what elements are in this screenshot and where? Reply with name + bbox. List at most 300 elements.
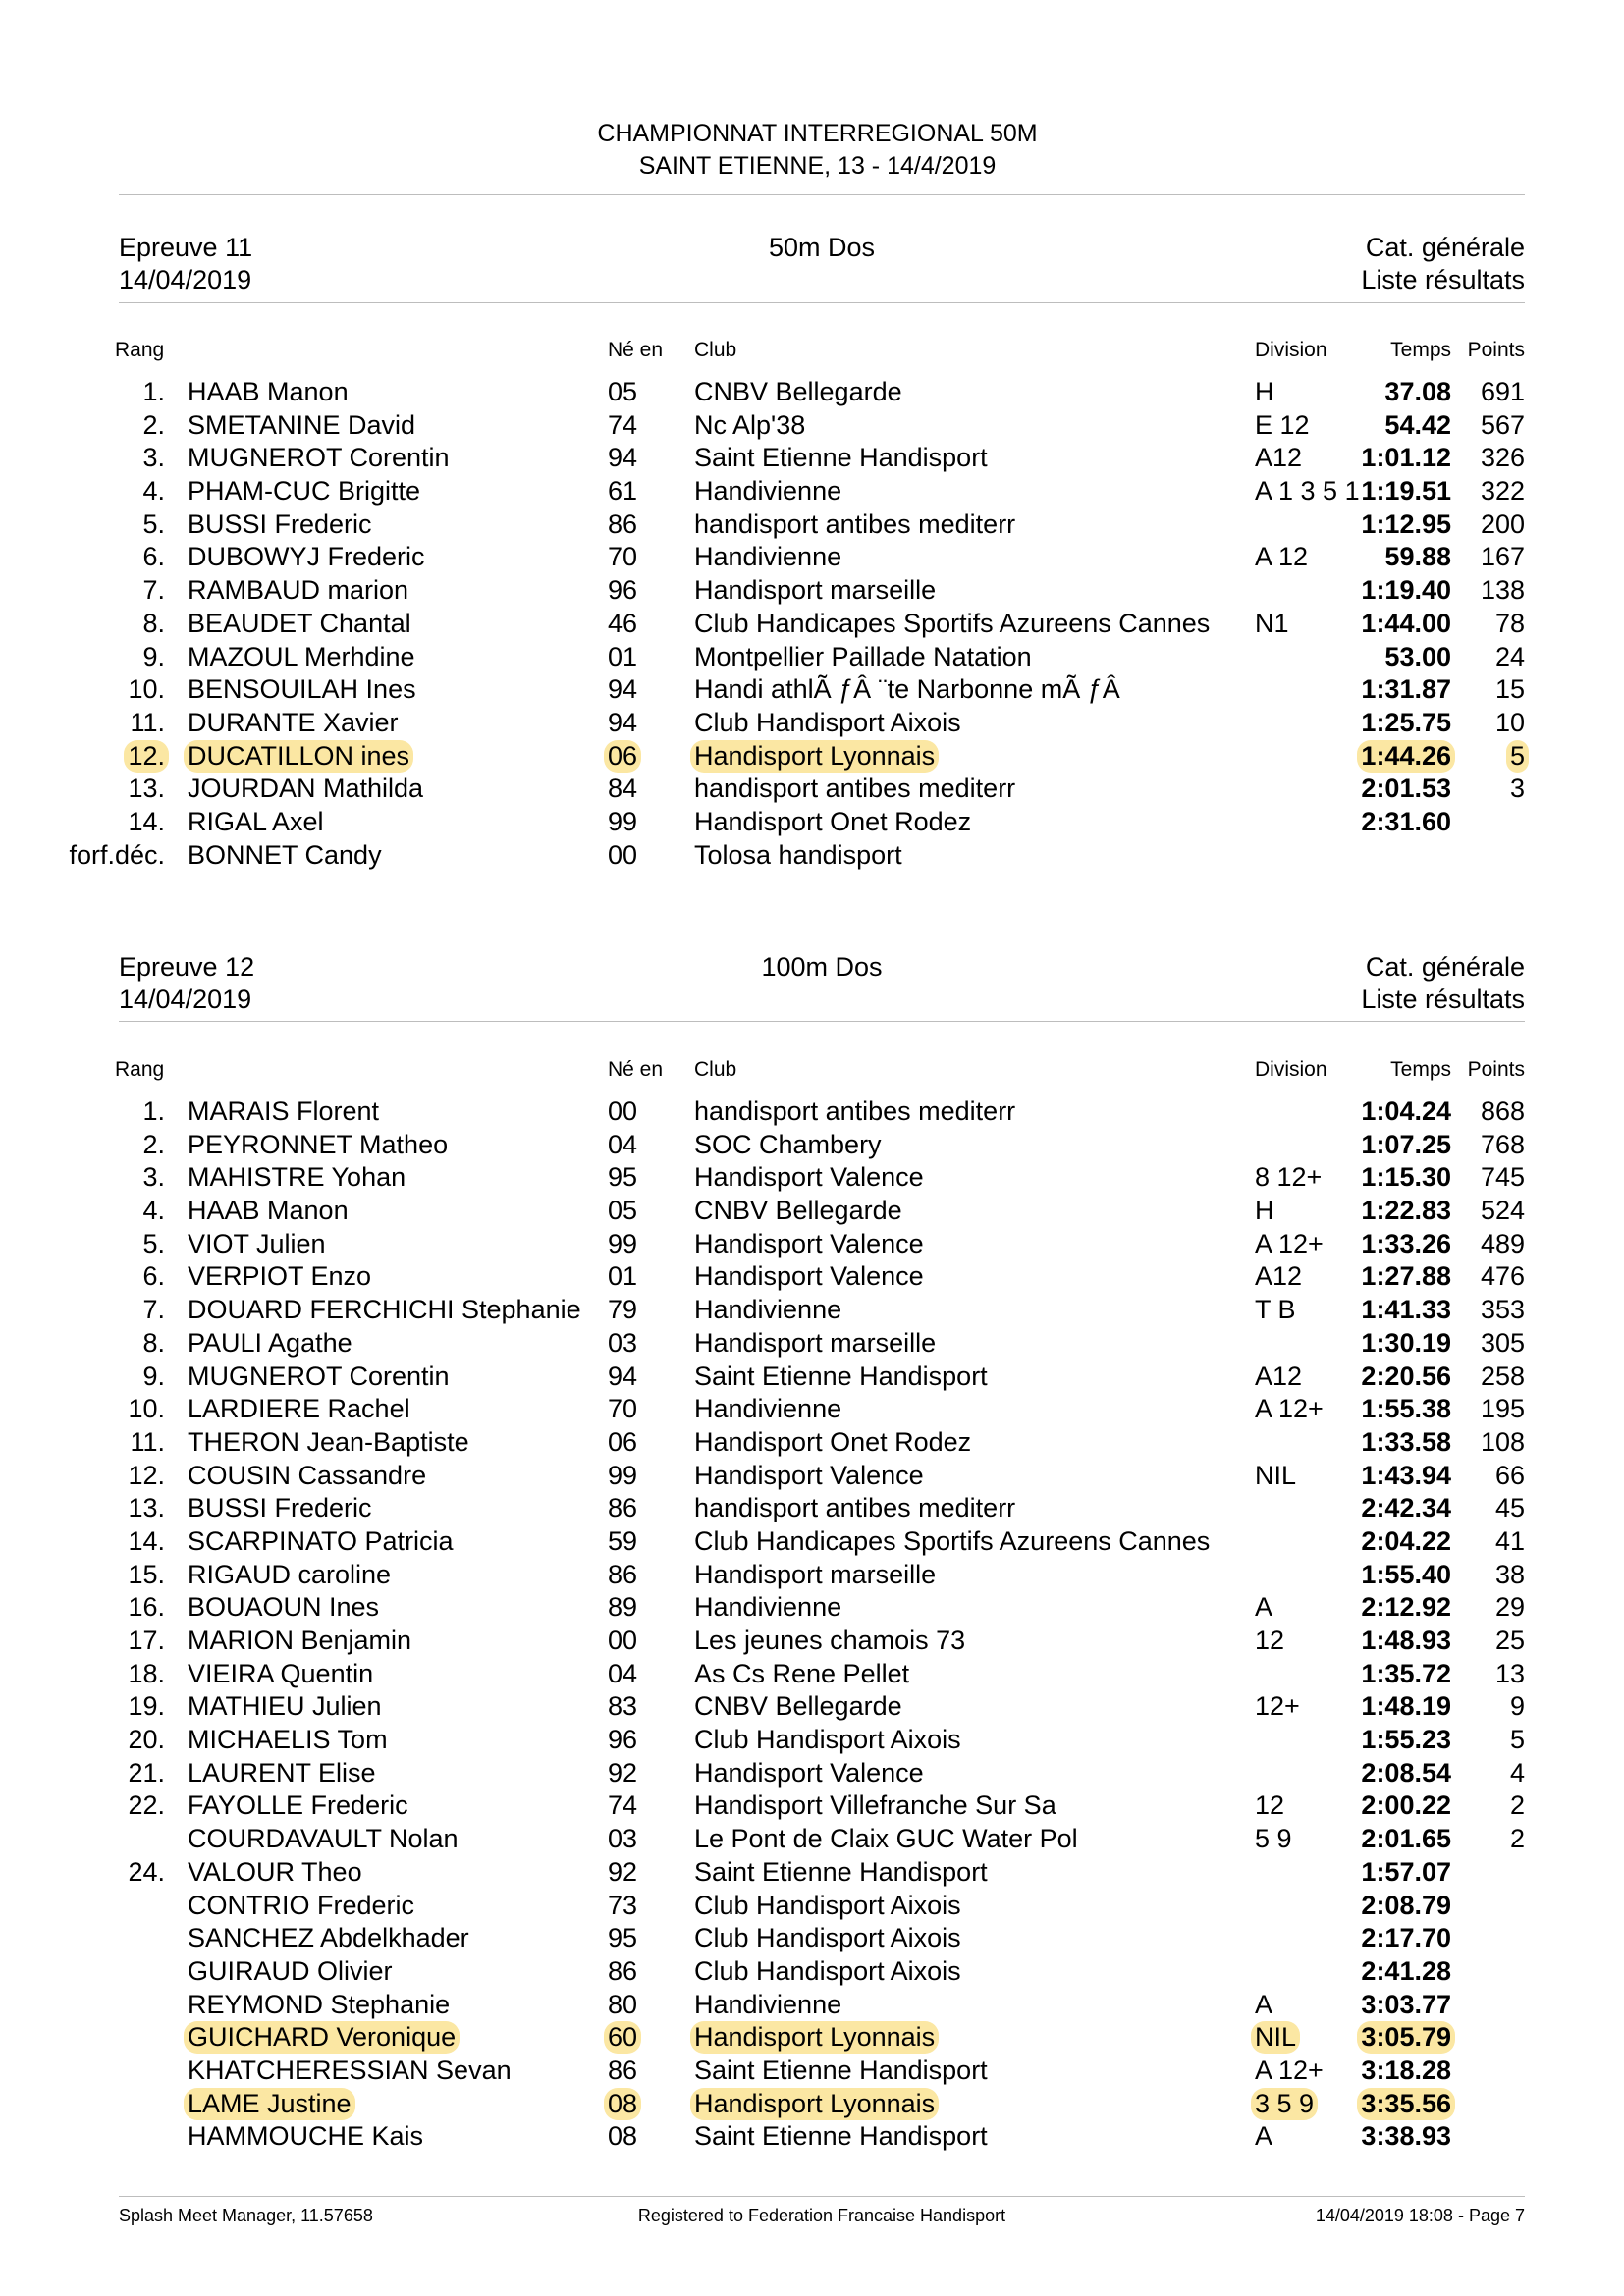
cell-name: COURDAVAULT Nolan bbox=[188, 1824, 459, 1854]
cell-name: SCARPINATO Patricia bbox=[188, 1525, 454, 1556]
cell-time: 3:03.77 bbox=[1361, 1989, 1451, 2019]
cell-division: 5 9 bbox=[1255, 1824, 1292, 1854]
cell-rank: 20. bbox=[128, 1725, 165, 1755]
cell-division: H bbox=[1255, 377, 1274, 406]
cell-club: CNBV Bellegarde bbox=[694, 377, 902, 406]
cell-name: DUBOWYJ Frederic bbox=[188, 542, 425, 572]
cell-club: Handi athlÃ ƒÂ ¨te Narbonne mÃ ƒÂ bbox=[694, 674, 1120, 705]
table-row bbox=[0, 1460, 1624, 1493]
cell-club: CNBV Bellegarde bbox=[694, 1691, 902, 1722]
cell-time: 1:55.38 bbox=[1361, 1394, 1451, 1424]
cell-name: VIOT Julien bbox=[188, 1228, 326, 1258]
cell-division: A12 bbox=[1255, 1261, 1303, 1292]
cell-name: BUSSI Frederic bbox=[188, 1493, 372, 1523]
cell-name: JOURDAN Mathilda bbox=[188, 774, 424, 804]
cell-points: 41 bbox=[1494, 1525, 1525, 1556]
cell-time: 2:42.34 bbox=[1361, 1493, 1451, 1523]
cell-club: handisport antibes mediterr bbox=[694, 508, 1016, 539]
cell-name: BEAUDET Chantal bbox=[188, 608, 411, 638]
col-division: Division bbox=[1255, 339, 1327, 361]
cell-division: 12 bbox=[1255, 1626, 1285, 1655]
cell-points: 78 bbox=[1494, 608, 1525, 638]
cell-rank: 1. bbox=[142, 1096, 165, 1126]
cell-year: 01 bbox=[608, 1261, 638, 1292]
table-row bbox=[0, 839, 1624, 873]
cell-club: Handivienne bbox=[694, 1592, 842, 1623]
cell-name: MICHAELIS Tom bbox=[188, 1725, 388, 1755]
cell-rank: 16. bbox=[128, 1592, 165, 1623]
col-year: Né en bbox=[608, 1058, 664, 1081]
divider bbox=[119, 302, 1525, 303]
cell-name: MATHIEU Julien bbox=[188, 1691, 382, 1722]
cell-division: 8 12+ bbox=[1255, 1162, 1323, 1193]
cell-name: MARION Benjamin bbox=[188, 1626, 412, 1655]
cell-points: 326 bbox=[1480, 443, 1525, 473]
cell-time: 53.00 bbox=[1384, 641, 1451, 671]
cell-points: 691 bbox=[1480, 377, 1525, 406]
cell-time: 1:07.25 bbox=[1361, 1129, 1451, 1159]
cell-club: Handivienne bbox=[694, 1394, 842, 1424]
table-row bbox=[0, 1195, 1624, 1228]
cell-rank: 4. bbox=[142, 476, 165, 507]
cell-points: 9 bbox=[1509, 1691, 1525, 1722]
table-row bbox=[0, 1393, 1624, 1426]
cell-rank: 17. bbox=[128, 1626, 165, 1655]
cell-club: handisport antibes mediterr bbox=[694, 1096, 1016, 1126]
cell-rank: 4. bbox=[142, 1196, 165, 1226]
cell-year: 08 bbox=[608, 2121, 638, 2152]
cell-name: COUSIN Cassandre bbox=[188, 1460, 427, 1490]
cell-rank: 3. bbox=[142, 443, 165, 473]
cell-club: handisport antibes mediterr bbox=[694, 774, 1016, 804]
table-row bbox=[0, 541, 1624, 574]
cell-rank: 11. bbox=[130, 1426, 165, 1457]
table-row bbox=[0, 1559, 1624, 1592]
cell-rank: 5. bbox=[142, 508, 165, 539]
cell-name: DURANTE Xavier bbox=[188, 707, 399, 737]
cell-name: MUGNEROT Corentin bbox=[188, 1361, 450, 1391]
cell-rank: 9. bbox=[142, 641, 165, 671]
col-division: Division bbox=[1255, 1058, 1327, 1081]
cell-name: SMETANINE David bbox=[188, 409, 416, 440]
cell-name: MAZOUL Merhdine bbox=[188, 641, 415, 671]
cell-time: 1:55.23 bbox=[1361, 1725, 1451, 1755]
table-row bbox=[0, 1361, 1624, 1394]
cell-time: 59.88 bbox=[1384, 542, 1451, 572]
cell-club: Montpellier Paillade Natation bbox=[694, 641, 1032, 671]
cell-division: A bbox=[1255, 2121, 1273, 2152]
divider bbox=[119, 2196, 1525, 2197]
cell-rank: 14. bbox=[128, 1525, 165, 1556]
cell-points: 66 bbox=[1494, 1460, 1525, 1490]
table-row bbox=[0, 673, 1624, 707]
cell-time: 2:12.92 bbox=[1361, 1592, 1451, 1623]
cell-club: Les jeunes chamois 73 bbox=[694, 1626, 966, 1655]
col-rank: Rang bbox=[115, 339, 165, 361]
cell-club: Saint Etienne Handisport bbox=[694, 2055, 988, 2085]
cell-year: 04 bbox=[608, 1129, 638, 1159]
cell-year: 46 bbox=[608, 608, 638, 638]
cell-time: 2:01.53 bbox=[1361, 774, 1451, 804]
event-number: Epreuve 11 bbox=[119, 233, 253, 262]
cell-points: 2 bbox=[1509, 1790, 1525, 1821]
divider bbox=[119, 1021, 1525, 1022]
table-row bbox=[0, 2088, 1624, 2121]
cell-rank: 24. bbox=[128, 1856, 165, 1887]
cell-club: Handivienne bbox=[694, 476, 842, 507]
cell-time: 2:31.60 bbox=[1361, 806, 1451, 836]
event-list-type: Liste résultats bbox=[1361, 265, 1525, 294]
cell-year: 94 bbox=[608, 674, 638, 705]
cell-name: PEYRONNET Matheo bbox=[188, 1129, 449, 1159]
cell-points: 108 bbox=[1480, 1426, 1525, 1457]
cell-time: 2:08.79 bbox=[1361, 1890, 1451, 1920]
cell-club: Saint Etienne Handisport bbox=[694, 1361, 988, 1391]
table-row bbox=[0, 1228, 1624, 1261]
cell-year: 84 bbox=[608, 774, 638, 804]
cell-year: 95 bbox=[608, 1162, 638, 1193]
cell-points: 24 bbox=[1494, 641, 1525, 671]
table-row bbox=[0, 1690, 1624, 1724]
event-title: 100m Dos bbox=[761, 952, 883, 982]
cell-club: Tolosa handisport bbox=[694, 839, 902, 870]
cell-rank: 10. bbox=[128, 674, 165, 705]
event-date: 14/04/2019 bbox=[119, 265, 252, 294]
cell-time: 3:18.28 bbox=[1361, 2055, 1451, 2085]
cell-points: 2 bbox=[1509, 1824, 1525, 1854]
cell-club: Club Handisport Aixois bbox=[694, 707, 961, 737]
cell-division: A bbox=[1255, 1989, 1273, 2019]
cell-year: 86 bbox=[608, 2055, 638, 2085]
col-time: Temps bbox=[1390, 339, 1451, 361]
event-list-type: Liste résultats bbox=[1361, 985, 1525, 1014]
table-row bbox=[0, 1492, 1624, 1525]
cell-year: 73 bbox=[608, 1890, 638, 1920]
cell-time: 1:22.83 bbox=[1361, 1196, 1451, 1226]
cell-time: 2:00.22 bbox=[1361, 1790, 1451, 1821]
cell-name: HAAB Manon bbox=[188, 1196, 349, 1226]
cell-name: CONTRIO Frederic bbox=[188, 1890, 415, 1920]
cell-division: A 12+ bbox=[1255, 2055, 1324, 2085]
cell-time: 2:41.28 bbox=[1361, 1955, 1451, 1986]
cell-name: MAHISTRE Yohan bbox=[188, 1162, 406, 1193]
cell-club: Handisport Onet Rodez bbox=[694, 806, 972, 836]
cell-division: A12 bbox=[1255, 443, 1303, 473]
cell-points: 167 bbox=[1480, 542, 1525, 572]
table-row bbox=[0, 1426, 1624, 1460]
table-row bbox=[0, 1955, 1624, 1989]
cell-points: 13 bbox=[1494, 1658, 1525, 1688]
table-row bbox=[0, 1856, 1624, 1890]
cell-club: Handisport marseille bbox=[694, 575, 937, 606]
cell-name: MUGNEROT Corentin bbox=[188, 443, 450, 473]
cell-time: 1:27.88 bbox=[1361, 1261, 1451, 1292]
cell-year: 80 bbox=[608, 1989, 638, 2019]
cell-name: BENSOUILAH Ines bbox=[188, 674, 416, 705]
table-row bbox=[0, 1294, 1624, 1327]
cell-year: 00 bbox=[608, 1096, 638, 1126]
column-headers bbox=[0, 1058, 1624, 1084]
cell-year: 92 bbox=[608, 1856, 638, 1887]
cell-year: 70 bbox=[608, 1394, 638, 1424]
table-row bbox=[0, 1789, 1624, 1823]
cell-time: 1:48.19 bbox=[1361, 1691, 1451, 1722]
cell-rank: 11. bbox=[130, 707, 165, 737]
cell-time: 1:43.94 bbox=[1361, 1460, 1451, 1490]
table-row bbox=[0, 1922, 1624, 1955]
cell-points: 567 bbox=[1480, 409, 1525, 440]
cell-points: 476 bbox=[1480, 1261, 1525, 1292]
cell-points: 25 bbox=[1494, 1626, 1525, 1655]
cell-club: Club Handisport Aixois bbox=[694, 1725, 961, 1755]
cell-club: Handivienne bbox=[694, 1295, 842, 1325]
event-header bbox=[119, 951, 1525, 1020]
cell-points: 745 bbox=[1480, 1162, 1525, 1193]
cell-year: 06 bbox=[604, 740, 641, 773]
cell-time: 1:48.93 bbox=[1361, 1626, 1451, 1655]
event-category: Cat. générale bbox=[1365, 952, 1525, 982]
table-row bbox=[0, 1989, 1624, 2022]
cell-year: 79 bbox=[608, 1295, 638, 1325]
cell-time: 3:38.93 bbox=[1361, 2121, 1451, 2152]
cell-division: A12 bbox=[1255, 1361, 1303, 1391]
cell-name: HAMMOUCHE Kais bbox=[188, 2121, 424, 2152]
cell-year: 83 bbox=[608, 1691, 638, 1722]
cell-points: 489 bbox=[1480, 1228, 1525, 1258]
cell-club: Handivienne bbox=[694, 542, 842, 572]
cell-year: 86 bbox=[608, 1559, 638, 1589]
table-row bbox=[0, 740, 1624, 774]
cell-division: E 12 bbox=[1255, 409, 1310, 440]
cell-club: Handisport marseille bbox=[694, 1559, 937, 1589]
cell-time: 37.08 bbox=[1384, 377, 1451, 406]
cell-name: REYMOND Stephanie bbox=[188, 1989, 451, 2019]
cell-division: 12 bbox=[1255, 1790, 1285, 1821]
cell-points: 10 bbox=[1494, 707, 1525, 737]
cell-time: 3:35.56 bbox=[1357, 2088, 1455, 2120]
cell-division: A 12+ bbox=[1255, 1394, 1324, 1424]
footer-timestamp-page: 14/04/2019 18:08 - Page 7 bbox=[1315, 2206, 1525, 2225]
cell-club: Handisport Onet Rodez bbox=[694, 1426, 972, 1457]
cell-time: 1:15.30 bbox=[1361, 1162, 1451, 1193]
table-row bbox=[0, 773, 1624, 806]
cell-rank: 12. bbox=[124, 740, 169, 773]
table-row bbox=[0, 1095, 1624, 1129]
table-row bbox=[0, 2021, 1624, 2055]
cell-year: 94 bbox=[608, 1361, 638, 1391]
cell-division: 3 5 9 bbox=[1251, 2088, 1318, 2120]
cell-points: 38 bbox=[1494, 1559, 1525, 1589]
cell-rank: 3. bbox=[142, 1162, 165, 1193]
cell-name: BOUAOUN Ines bbox=[188, 1592, 380, 1623]
cell-year: 00 bbox=[608, 1626, 638, 1655]
cell-name: LARDIERE Rachel bbox=[188, 1394, 410, 1424]
cell-club: Handisport Valence bbox=[694, 1261, 924, 1292]
cell-club: Handisport Valence bbox=[694, 1162, 924, 1193]
cell-club: Handisport Lyonnais bbox=[690, 740, 939, 773]
table-row bbox=[0, 1260, 1624, 1294]
cell-name: VERPIOT Enzo bbox=[188, 1261, 372, 1292]
cell-rank: 6. bbox=[142, 542, 165, 572]
cell-year: 60 bbox=[604, 2021, 641, 2054]
cell-name: GUIRAUD Olivier bbox=[188, 1955, 393, 1986]
cell-club: Club Handicapes Sportifs Azureens Cannes bbox=[694, 608, 1211, 638]
cell-division: NIL bbox=[1255, 1460, 1297, 1490]
cell-points: 868 bbox=[1480, 1096, 1525, 1126]
col-rank: Rang bbox=[115, 1058, 165, 1081]
meet-name: CHAMPIONNAT INTERREGIONAL 50M bbox=[597, 120, 1038, 147]
col-points: Points bbox=[1467, 339, 1525, 361]
footer-registration: Registered to Federation Francaise Handisport bbox=[637, 2206, 1006, 2225]
cell-points: 138 bbox=[1480, 575, 1525, 606]
cell-time: 1:57.07 bbox=[1361, 1856, 1451, 1887]
cell-year: 03 bbox=[608, 1824, 638, 1854]
cell-rank: 7. bbox=[142, 575, 165, 606]
table-row bbox=[0, 1591, 1624, 1625]
cell-points: 5 bbox=[1509, 1725, 1525, 1755]
cell-points: 29 bbox=[1494, 1592, 1525, 1623]
cell-club: Saint Etienne Handisport bbox=[694, 2121, 988, 2152]
cell-name: VIEIRA Quentin bbox=[188, 1658, 374, 1688]
cell-club: Club Handisport Aixois bbox=[694, 1890, 961, 1920]
cell-club: Handisport Valence bbox=[694, 1757, 924, 1788]
cell-name: VALOUR Theo bbox=[188, 1856, 362, 1887]
cell-time: 1:30.19 bbox=[1361, 1327, 1451, 1358]
page-title bbox=[0, 118, 1624, 183]
cell-time: 1:04.24 bbox=[1361, 1096, 1451, 1126]
col-time: Temps bbox=[1390, 1058, 1451, 1081]
cell-year: 86 bbox=[608, 508, 638, 539]
cell-rank: 8. bbox=[142, 1327, 165, 1358]
cell-name: HAAB Manon bbox=[188, 377, 349, 406]
cell-rank: 22. bbox=[128, 1790, 165, 1821]
table-row bbox=[0, 1625, 1624, 1658]
cell-time: 2:17.70 bbox=[1361, 1923, 1451, 1953]
table-row bbox=[0, 1129, 1624, 1162]
cell-name: RIGAL Axel bbox=[188, 806, 324, 836]
table-row bbox=[0, 1161, 1624, 1195]
cell-club: Handisport Valence bbox=[694, 1228, 924, 1258]
cell-club: Handisport Villefranche Sur Sa bbox=[694, 1790, 1056, 1821]
table-row bbox=[0, 442, 1624, 475]
col-year: Né en bbox=[608, 339, 664, 361]
table-row bbox=[0, 508, 1624, 542]
table-row bbox=[0, 1823, 1624, 1856]
cell-year: 86 bbox=[608, 1955, 638, 1986]
cell-division: NIL bbox=[1251, 2021, 1300, 2054]
cell-year: 04 bbox=[608, 1658, 638, 1688]
cell-points: 15 bbox=[1494, 674, 1525, 705]
cell-division: A 12+ bbox=[1255, 1228, 1324, 1258]
cell-year: 99 bbox=[608, 1460, 638, 1490]
results-table bbox=[0, 376, 1624, 872]
table-row bbox=[0, 376, 1624, 409]
cell-time: 1:31.87 bbox=[1361, 674, 1451, 705]
meet-location-date: SAINT ETIENNE, 13 - 14/4/2019 bbox=[638, 152, 997, 180]
col-club: Club bbox=[694, 339, 737, 361]
table-row bbox=[0, 574, 1624, 608]
cell-time: 1:33.58 bbox=[1361, 1426, 1451, 1457]
cell-year: 08 bbox=[604, 2088, 641, 2120]
cell-name: DUCATILLON ines bbox=[184, 740, 413, 773]
cell-club: Handisport marseille bbox=[694, 1327, 937, 1358]
cell-club: Nc Alp'38 bbox=[694, 409, 806, 440]
table-row bbox=[0, 2120, 1624, 2154]
table-row bbox=[0, 806, 1624, 839]
cell-club: Handisport Lyonnais bbox=[690, 2088, 939, 2120]
cell-rank: 18. bbox=[128, 1658, 165, 1688]
cell-time: 1:33.26 bbox=[1361, 1228, 1451, 1258]
cell-club: SOC Chambery bbox=[694, 1129, 882, 1159]
event-title: 50m Dos bbox=[768, 233, 876, 262]
cell-year: 06 bbox=[608, 1426, 638, 1457]
cell-division: A 1 3 5 1 bbox=[1255, 476, 1360, 507]
cell-time: 1:12.95 bbox=[1361, 508, 1451, 539]
cell-points: 305 bbox=[1480, 1327, 1525, 1358]
cell-division: A 12 bbox=[1255, 542, 1309, 572]
event-date: 14/04/2019 bbox=[119, 985, 252, 1014]
event-category: Cat. générale bbox=[1365, 233, 1525, 262]
cell-name: PAULI Agathe bbox=[188, 1327, 352, 1358]
cell-year: 74 bbox=[608, 1790, 638, 1821]
divider bbox=[119, 194, 1525, 195]
table-row bbox=[0, 1327, 1624, 1361]
cell-time: 1:41.33 bbox=[1361, 1295, 1451, 1325]
cell-time: 2:08.54 bbox=[1361, 1757, 1451, 1788]
cell-points: 4 bbox=[1509, 1757, 1525, 1788]
cell-name: THERON Jean-Baptiste bbox=[188, 1426, 469, 1457]
cell-club: Handisport Valence bbox=[694, 1460, 924, 1490]
cell-rank: 1. bbox=[142, 377, 165, 406]
table-row bbox=[0, 1658, 1624, 1691]
cell-name: RIGAUD caroline bbox=[188, 1559, 392, 1589]
table-row bbox=[0, 1525, 1624, 1559]
cell-rank: 13. bbox=[128, 1493, 165, 1523]
cell-rank: 8. bbox=[142, 608, 165, 638]
cell-time: 1:19.51 bbox=[1361, 476, 1451, 507]
cell-name: RAMBAUD marion bbox=[188, 575, 409, 606]
cell-time: 1:01.12 bbox=[1361, 443, 1451, 473]
cell-rank: 2. bbox=[142, 409, 165, 440]
table-row bbox=[0, 2055, 1624, 2088]
cell-rank: 2. bbox=[142, 1129, 165, 1159]
cell-club: Club Handisport Aixois bbox=[694, 1923, 961, 1953]
results-table bbox=[0, 1095, 1624, 2154]
cell-rank: 5. bbox=[142, 1228, 165, 1258]
cell-points: 258 bbox=[1480, 1361, 1525, 1391]
cell-club: CNBV Bellegarde bbox=[694, 1196, 902, 1226]
cell-name: FAYOLLE Frederic bbox=[188, 1790, 408, 1821]
cell-club: Club Handicapes Sportifs Azureens Cannes bbox=[694, 1525, 1211, 1556]
cell-year: 96 bbox=[608, 575, 638, 606]
cell-year: 00 bbox=[608, 839, 638, 870]
column-headers bbox=[0, 339, 1624, 364]
cell-points: 322 bbox=[1480, 476, 1525, 507]
cell-name: DOUARD FERCHICHI Stephanie bbox=[188, 1295, 581, 1325]
cell-name: BONNET Candy bbox=[188, 839, 382, 870]
cell-year: 05 bbox=[608, 1196, 638, 1226]
table-row bbox=[0, 1757, 1624, 1790]
cell-rank: 12. bbox=[128, 1460, 165, 1490]
cell-name: PHAM-CUC Brigitte bbox=[188, 476, 421, 507]
cell-points: 200 bbox=[1480, 508, 1525, 539]
cell-time: 1:44.00 bbox=[1361, 608, 1451, 638]
cell-name: LAME Justine bbox=[184, 2088, 355, 2120]
cell-name: SANCHEZ Abdelkhader bbox=[188, 1923, 469, 1953]
table-row bbox=[0, 1724, 1624, 1757]
cell-rank: 14. bbox=[128, 806, 165, 836]
cell-rank: 7. bbox=[142, 1295, 165, 1325]
